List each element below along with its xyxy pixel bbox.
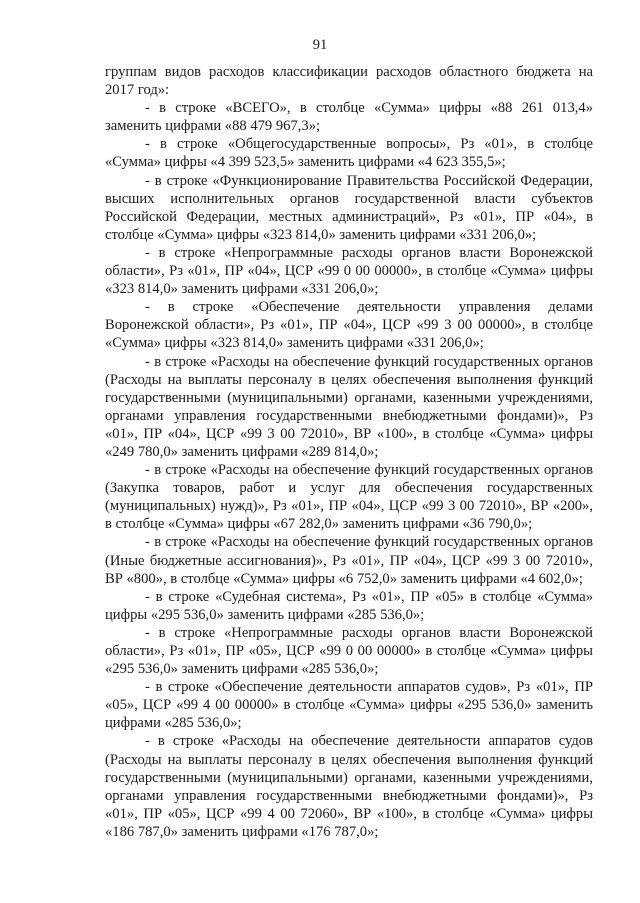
- paragraph-intro: группам видов расходов классификации расходов областного бюджета на 2017 год»:: [105, 64, 593, 99]
- paragraph-item: - в строке «Обеспечение деятельности аппаратов судов», Рз «01», ПР «05», ЦСР «99 4 00 00000» в столбце «Сумма» цифры «295 536,0» заменить цифрами «285 536,0»;: [105, 679, 593, 732]
- page-number: 91: [312, 37, 328, 53]
- paragraph-item: - в строке «Расходы на обеспечение функций государственных органов (Закупка товаров, работ и услуг для обеспечения государственных (муниципальных) нужд)», Рз «01», ПР «04», ЦСР «99 3 00 72010», ВР «200», в столбце «Сумма» цифры «67 282,0» заменить цифрами «36 790,0»;: [105, 462, 593, 533]
- paragraph-item: - в строке «Общегосударственные вопросы», Рз «01», в столбце «Сумма» цифры «4 399 523,5» заменить цифрами «4 623 355,5»;: [105, 136, 593, 171]
- paragraph-item: - в строке «Непрограммные расходы органов власти Воронежской области», Рз «01», ПР «05», ЦСР «99 0 00 00000» в столбце «Сумма» цифры «295 536,0» заменить цифрами «285 536,0»;: [105, 624, 593, 678]
- paragraph-item: - в строке «Обеспечение деятельности управления делами Воронежской области», Рз «01», ПР «04», ЦСР «99 3 00 00000», в столбце «Сумма» цифры «323 814,0» заменить цифрами «331 206,0»;: [105, 299, 593, 352]
- paragraph-item: - в строке «ВСЕГО», в столбце «Сумма» цифры «88 261 013,4» заменить цифрами «88 479 967,3»;: [105, 100, 593, 135]
- paragraph-item: - в строке «Судебная система», Рз «01», ПР «05» в столбце «Сумма» цифры «295 536,0» заменить цифрами «285 536,0»;: [105, 588, 593, 623]
- paragraph-item: - в строке «Расходы на обеспечение функций государственных органов (Иные бюджетные ассигнования)», Рз «01», ПР «04», ЦСР «99 3 00 72010», ВР «800», в столбце «Сумма» цифры «6 752,0» заменить цифрами «4 602,0»;: [105, 534, 593, 587]
- document-body: [105, 63, 593, 841]
- paragraph-item: - в строке «Функционирование Правительства Российской Федерации, высших исполнительных органов государственной власти субъектов Российской Федерации, местных администраций», Рз «01», ПР «04», в столбце «Сумма» цифры «323 814,0» заменить цифрами «331 206,0»;: [105, 172, 593, 243]
- paragraph-item: - в строке «Непрограммные расходы органов власти Воронежской области», Рз «01», ПР «04», ЦСР «99 0 00 00000», в столбце «Сумма» цифры «323 814,0» заменить цифрами «331 206,0»;: [105, 244, 593, 298]
- paragraph-item: - в строке «Расходы на обеспечение деятельности аппаратов судов (Расходы на выплаты персоналу в целях обеспечения выполнения функций государственными (муниципальными) органами, казенными учреждениями, органами управления государственными внебюджетными фондами)», Рз «01», ПР «05», ЦСР «99 4 00 72060», ВР «100», в столбце «Сумма» цифры «186 787,0» заменить цифрами «176 787,0»;: [105, 733, 593, 840]
- paragraph-item: - в строке «Расходы на обеспечение функций государственных органов (Расходы на выплаты персоналу в целях обеспечения выполнения функций государственными (муниципальными) органами, казенными учреждениями, органами управления государственными внебюджетными фондами)», Рз «01», ПР «04», ЦСР «99 3 00 72010», ВР «100», в столбце «Сумма» цифры «249 780,0» заменить цифрами «289 814,0»;: [105, 353, 593, 460]
